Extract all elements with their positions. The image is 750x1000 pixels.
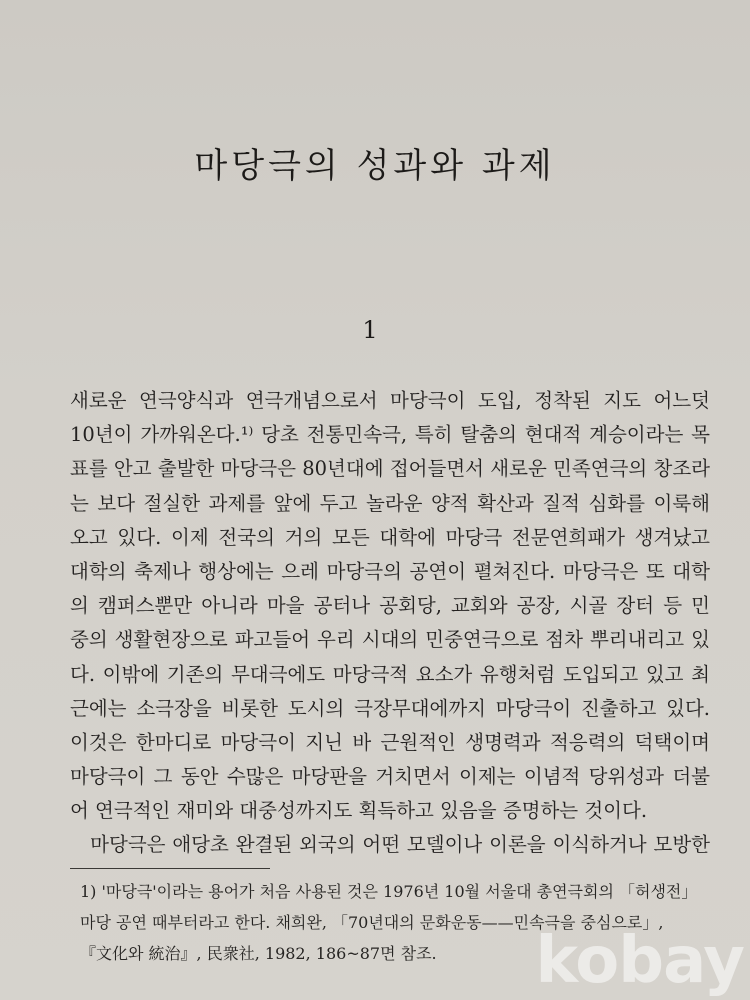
text-line: 이것은 한마디로 마당극이 지닌 바 근원적인 생명력과 적응력의 덕택이며 (70, 730, 710, 754)
text-line: 어 연극적인 재미와 대중성까지도 획득하고 있음을 증명하는 것이다. (70, 799, 648, 823)
text-line: 대학의 축제나 행상에는 으레 마당극의 공연이 펼쳐진다. 마당극은 또 대학 (70, 559, 710, 583)
text-line: 의 캠퍼스뿐만 아니라 마을 공터나 공회당, 교회와 공장, 시골 장터 등 민 (70, 594, 710, 618)
footnote-line: 마당 공연 때부터라고 한다. 채희완, 「70년대의 문화운동——민속극을 중심으로」, (80, 913, 664, 932)
text-line: 근에는 소극장을 비롯한 도시의 극장무대에까지 마당극이 진출하고 있다. (70, 696, 710, 720)
footnote-line: 『文化와 統治』, 民衆社, 1982, 186~87면 참조. (80, 944, 437, 963)
text-line: 는 보다 절실한 과제를 앞에 두고 놀라운 양적 확산과 질적 심화를 이룩해 (70, 491, 710, 515)
body-paragraph-1 (70, 384, 710, 828)
footnote-line: 1) '마당극'이라는 용어가 처음 사용된 것은 1976년 10월 서울대 총연극회의 「허생전」 (80, 882, 698, 901)
text-line: 표를 안고 출발한 마당극은 80년대에 접어들면서 새로운 민족연극의 창조라 (70, 457, 710, 481)
page-title: 마당극의 성과와 과제 (194, 146, 556, 186)
text-line: 10년이 가까워온다.¹⁾ 당초 전통민속극, 특히 탈춤의 현대적 계승이라는 목 (70, 423, 710, 447)
text-line: 마당극이 그 동안 수많은 마당판을 거치면서 이제는 이념적 당위성과 더불 (70, 765, 710, 789)
text-line: 다. 이밖에 기존의 무대극에도 마당극적 요소가 유행처럼 도입되고 있고 최 (70, 662, 710, 686)
text-line: 중의 생활현장으로 파고들어 우리 시대의 민중연극으로 점차 뿌리내리고 있 (70, 628, 710, 652)
body-paragraph-2 (70, 828, 710, 862)
footnote-divider (70, 868, 270, 869)
text-line: 새로운 연극양식과 연극개념으로서 마당극이 도입, 정착된 지도 어느덧 (70, 389, 710, 412)
section-number: 1 (362, 316, 378, 344)
text-line: 오고 있다. 이제 전국의 거의 모든 대학에 마당극 전문연희패가 생겨났고 (70, 525, 710, 549)
text-line: 마당극은 애당초 완결된 외국의 어떤 모델이나 이론을 이식하거나 모방한 (70, 833, 710, 856)
watermark-logo: kobay (535, 924, 744, 998)
